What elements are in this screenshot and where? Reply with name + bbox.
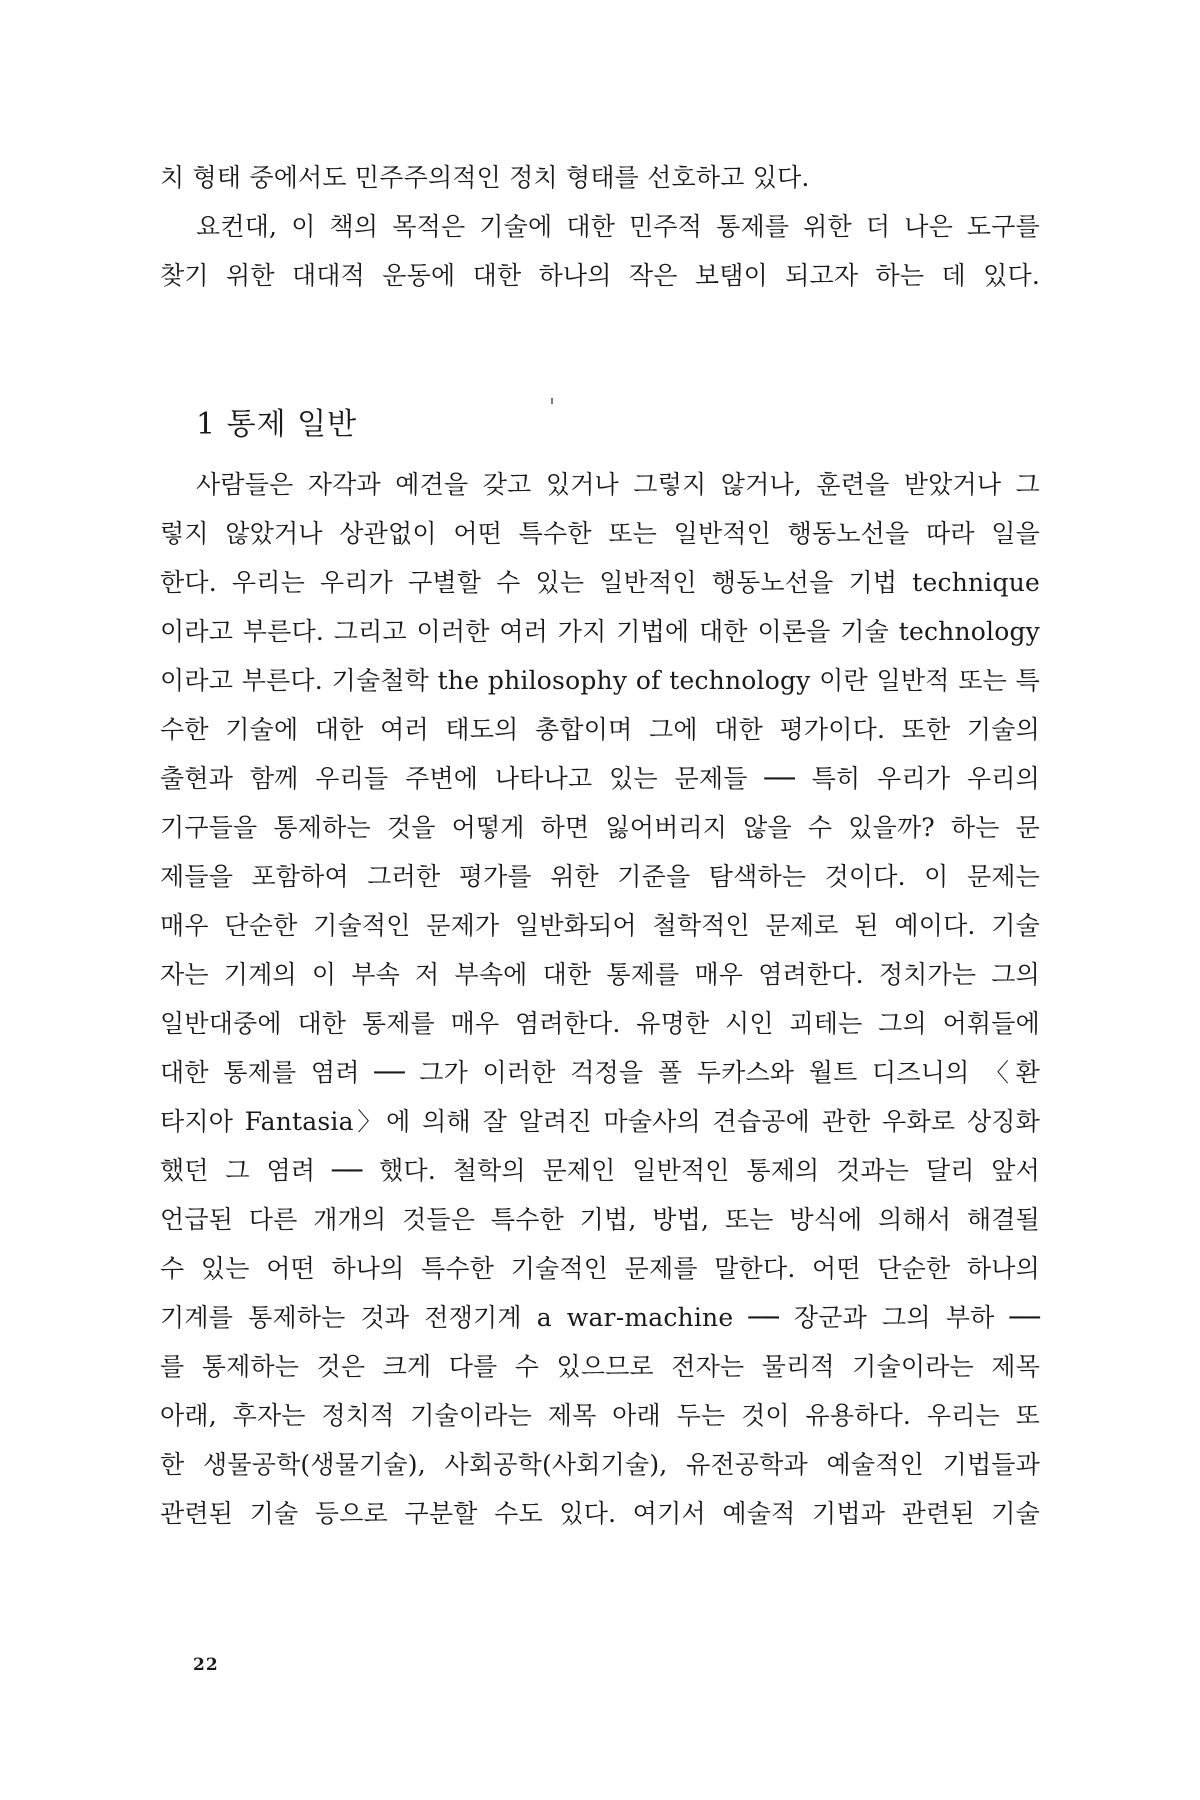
text-line: 치 형태 중에서도 민주주의적인 정치 형태를 선호하고 있다. — [160, 163, 810, 192]
text-line: 타지아 Fantasia〉에 의해 잘 알려진 마술사의 견습공에 관한 우화로 상징화 — [160, 1107, 1040, 1136]
text-line: 사람들은 자각과 예견을 갖고 있거나 그렇지 않거나, 훈련을 받았거나 그 — [196, 470, 1040, 499]
text-line: 기구들을 통제하는 것을 어떻게 하면 잃어버리지 않을 수 있을까? 하는 문 — [160, 813, 1040, 842]
text-line: 찾기 위한 대대적 운동에 대한 하나의 작은 보탬이 되고자 하는 데 있다. — [160, 261, 1040, 290]
text-line: 한 생물공학(생물기술), 사회공학(사회기술), 유전공학과 예술적인 기법들과 — [160, 1450, 1040, 1479]
text-line: 수한 기술에 대한 여러 태도의 총합이며 그에 대한 평가이다. 또한 기술의 — [160, 715, 1040, 744]
text-line: 일반대중에 대한 통제를 매우 염려한다. 유명한 시인 괴테는 그의 어휘들에 — [160, 1009, 1040, 1038]
text-line: 매우 단순한 기술적인 문제가 일반화되어 철학적인 문제로 된 예이다. 기술 — [160, 911, 1040, 940]
text-line: 요컨대, 이 책의 목적은 기술에 대한 민주적 통제를 위한 더 나은 도구를 — [196, 212, 1040, 241]
text-line: 언급된 다른 개개의 것들은 특수한 기법, 방법, 또는 방식에 의해서 해결될 — [160, 1205, 1040, 1234]
section-heading: 1 통제 일반 — [196, 407, 358, 442]
text-line: 아래, 후자는 정치적 기술이라는 제목 아래 두는 것이 유용하다. 우리는 또 — [160, 1401, 1040, 1430]
text-line: 이라고 부른다. 그리고 이러한 여러 가지 기법에 대한 이론을 기술 technology — [160, 617, 1040, 646]
text-line: 이라고 부른다. 기술철학 the philosophy of technology 이란 일반적 또는 특 — [160, 666, 1040, 695]
text-line: 렇지 않았거나 상관없이 어떤 특수한 또는 일반적인 행동노선을 따라 일을 — [160, 519, 1040, 548]
scan-speck — [551, 398, 553, 404]
text-line: 관련된 기술 등으로 구분할 수도 있다. 여기서 예술적 기법과 관련된 기술 — [160, 1499, 1040, 1528]
text-line: 제들을 포함하여 그러한 평가를 위한 기준을 탐색하는 것이다. 이 문제는 — [160, 862, 1040, 891]
text-line: 자는 기계의 이 부속 저 부속에 대한 통제를 매우 염려한다. 정치가는 그의 — [160, 960, 1040, 989]
text-line: 를 통제하는 것은 크게 다를 수 있으므로 전자는 물리적 기술이라는 제목 — [160, 1352, 1040, 1381]
page-number: 22 — [193, 1655, 219, 1675]
text-line: 대한 통제를 염려 ── 그가 이러한 걱정을 폴 두카스와 월트 디즈니의 〈환 — [160, 1058, 1040, 1087]
text-line: 출현과 함께 우리들 주변에 나타나고 있는 문제들 ── 특히 우리가 우리의 — [160, 764, 1040, 793]
text-line: 수 있는 어떤 하나의 특수한 기술적인 문제를 말한다. 어떤 단순한 하나의 — [160, 1254, 1040, 1283]
text-line: 한다. 우리는 우리가 구별할 수 있는 일반적인 행동노선을 기법 technique — [160, 568, 1040, 597]
text-line: 기계를 통제하는 것과 전쟁기계 a war-machine ── 장군과 그의 부하 ── — [160, 1303, 1040, 1332]
text-line: 했던 그 염려 ── 했다. 철학의 문제인 일반적인 통제의 것과는 달리 앞서 — [160, 1156, 1040, 1185]
